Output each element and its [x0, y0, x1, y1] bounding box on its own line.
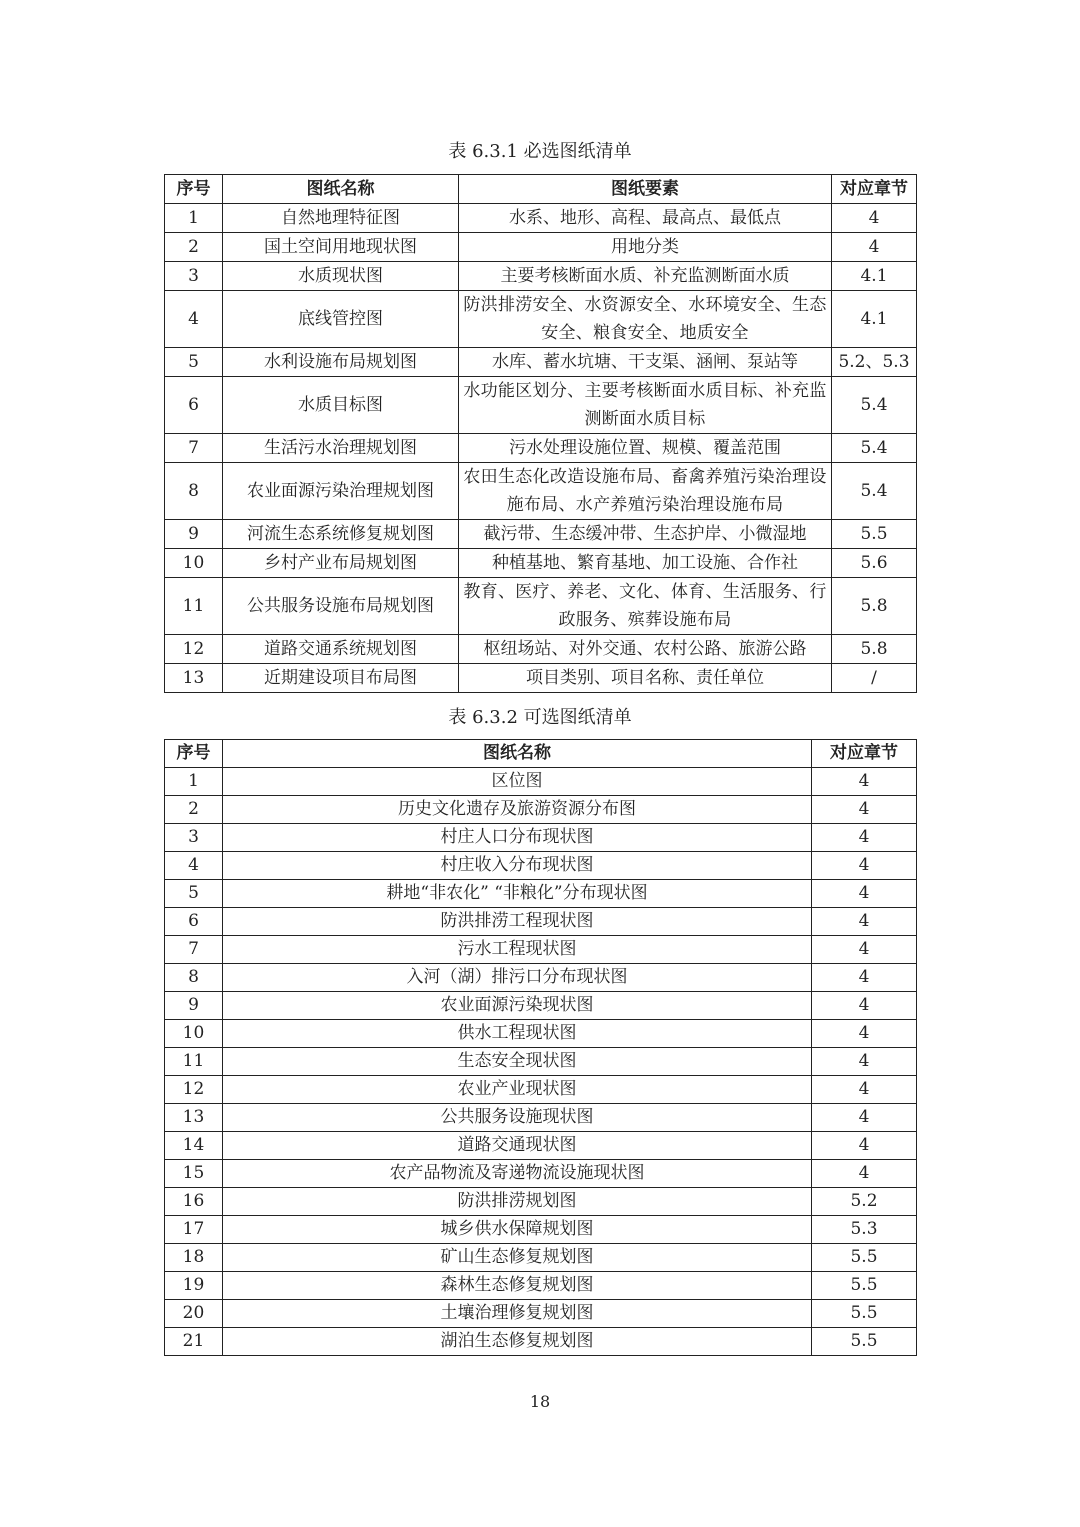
cell-index: 2	[165, 796, 223, 824]
cell-drawing-name: 水质目标图	[223, 377, 459, 434]
cell-drawing-elements: 水库、蓄水坑塘、干支渠、涵闸、泵站等	[459, 348, 832, 377]
cell-chapter: 5.5	[832, 520, 917, 549]
col-header-drawing-elements: 图纸要素	[459, 175, 832, 204]
table-row	[165, 936, 917, 964]
table-row	[165, 908, 917, 936]
table2-caption: 表 6.3.2 可选图纸清单	[448, 707, 632, 728]
cell-drawing-name: 公共服务设施布局规划图	[223, 578, 459, 635]
cell-drawing-elements: 污水处理设施位置、规模、覆盖范围	[459, 434, 832, 463]
cell-chapter: 4	[812, 768, 917, 796]
cell-drawing-name: 生态安全现状图	[223, 1048, 812, 1076]
cell-index: 19	[165, 1272, 223, 1300]
cell-chapter: 5.8	[832, 578, 917, 635]
table-row	[165, 1188, 917, 1216]
table-row	[165, 1076, 917, 1104]
cell-drawing-name: 自然地理特征图	[223, 204, 459, 233]
table-row	[165, 291, 917, 348]
cell-drawing-name: 供水工程现状图	[223, 1020, 812, 1048]
cell-index: 6	[165, 908, 223, 936]
cell-drawing-name: 农业面源污染治理规划图	[223, 463, 459, 520]
cell-drawing-elements: 主要考核断面水质、补充监测断面水质	[459, 262, 832, 291]
cell-index: 9	[165, 520, 223, 549]
table-row	[165, 1300, 917, 1328]
cell-chapter: 5.5	[812, 1244, 917, 1272]
cell-index: 13	[165, 1104, 223, 1132]
cell-drawing-elements: 截污带、生态缓冲带、生态护岸、小微湿地	[459, 520, 832, 549]
table-row	[165, 1048, 917, 1076]
cell-chapter: 4	[812, 992, 917, 1020]
cell-chapter: 4	[812, 824, 917, 852]
cell-drawing-elements: 水系、地形、高程、最高点、最低点	[459, 204, 832, 233]
table-row	[165, 664, 917, 693]
cell-drawing-name: 道路交通系统规划图	[223, 635, 459, 664]
table-row	[165, 824, 917, 852]
col-header-index: 序号	[165, 740, 223, 768]
cell-index: 3	[165, 262, 223, 291]
col-header-chapter: 对应章节	[812, 740, 917, 768]
cell-index: 2	[165, 233, 223, 262]
cell-drawing-name: 村庄人口分布现状图	[223, 824, 812, 852]
cell-chapter: 5.6	[832, 549, 917, 578]
cell-drawing-elements: 用地分类	[459, 233, 832, 262]
cell-drawing-elements: 教育、医疗、养老、文化、体育、生活服务、行政服务、殡葬设施布局	[459, 578, 832, 635]
cell-chapter: 4	[832, 233, 917, 262]
cell-drawing-name: 农业产业现状图	[223, 1076, 812, 1104]
cell-index: 13	[165, 664, 223, 693]
cell-index: 4	[165, 852, 223, 880]
table-header-row	[165, 740, 917, 768]
table-row	[165, 852, 917, 880]
col-header-index: 序号	[165, 175, 223, 204]
cell-chapter: 4	[812, 908, 917, 936]
table-row	[165, 204, 917, 233]
table-row	[165, 1020, 917, 1048]
cell-chapter: 5.4	[832, 463, 917, 520]
table-row	[165, 520, 917, 549]
cell-drawing-elements: 农田生态化改造设施布局、畜禽养殖污染治理设施布局、水产养殖污染治理设施布局	[459, 463, 832, 520]
cell-drawing-name: 城乡供水保障规划图	[223, 1216, 812, 1244]
cell-drawing-name: 国土空间用地现状图	[223, 233, 459, 262]
cell-index: 20	[165, 1300, 223, 1328]
col-header-drawing-name: 图纸名称	[223, 740, 812, 768]
cell-drawing-name: 入河（湖）排污口分布现状图	[223, 964, 812, 992]
cell-index: 7	[165, 434, 223, 463]
cell-index: 11	[165, 1048, 223, 1076]
table-row	[165, 1132, 917, 1160]
table-row	[165, 880, 917, 908]
required-drawings-table	[164, 174, 917, 693]
cell-drawing-name: 防洪排涝规划图	[223, 1188, 812, 1216]
cell-drawing-elements: 枢纽场站、对外交通、农村公路、旅游公路	[459, 635, 832, 664]
cell-drawing-name: 乡村产业布局规划图	[223, 549, 459, 578]
cell-index: 1	[165, 204, 223, 233]
cell-drawing-elements: 种植基地、繁育基地、加工设施、合作社	[459, 549, 832, 578]
cell-drawing-name: 湖泊生态修复规划图	[223, 1328, 812, 1356]
cell-drawing-name: 耕地“非农化” “非粮化”分布现状图	[223, 880, 812, 908]
cell-chapter: 5.5	[812, 1300, 917, 1328]
cell-drawing-name: 村庄收入分布现状图	[223, 852, 812, 880]
table-row	[165, 1328, 917, 1356]
cell-index: 14	[165, 1132, 223, 1160]
cell-chapter: 4	[812, 1076, 917, 1104]
cell-chapter: 5.5	[812, 1272, 917, 1300]
table-row	[165, 1272, 917, 1300]
cell-index: 5	[165, 348, 223, 377]
cell-chapter: 4	[812, 852, 917, 880]
cell-drawing-name: 土壤治理修复规划图	[223, 1300, 812, 1328]
cell-index: 8	[165, 964, 223, 992]
cell-chapter: 4	[812, 1048, 917, 1076]
table-row	[165, 377, 917, 434]
cell-chapter: 4	[812, 796, 917, 824]
cell-chapter: 5.4	[832, 377, 917, 434]
cell-index: 21	[165, 1328, 223, 1356]
cell-drawing-name: 水利设施布局规划图	[223, 348, 459, 377]
cell-index: 1	[165, 768, 223, 796]
cell-drawing-elements: 防洪排涝安全、水资源安全、水环境安全、生态安全、粮食安全、地质安全	[459, 291, 832, 348]
cell-chapter: 4	[812, 1104, 917, 1132]
cell-chapter: 4.1	[832, 262, 917, 291]
cell-drawing-name: 污水工程现状图	[223, 936, 812, 964]
table-row	[165, 992, 917, 1020]
table-row	[165, 348, 917, 377]
cell-index: 10	[165, 549, 223, 578]
cell-drawing-name: 农业面源污染现状图	[223, 992, 812, 1020]
table-header-row	[165, 175, 917, 204]
table-row	[165, 434, 917, 463]
cell-chapter: 4	[812, 1020, 917, 1048]
table-row	[165, 796, 917, 824]
cell-chapter: 5.4	[832, 434, 917, 463]
cell-drawing-elements: 项目类别、项目名称、责任单位	[459, 664, 832, 693]
cell-chapter: 5.2	[812, 1188, 917, 1216]
cell-index: 6	[165, 377, 223, 434]
table-row	[165, 1104, 917, 1132]
cell-drawing-name: 区位图	[223, 768, 812, 796]
cell-chapter: 4	[812, 964, 917, 992]
cell-drawing-name: 河流生态系统修复规划图	[223, 520, 459, 549]
cell-chapter: 4	[812, 880, 917, 908]
cell-chapter: 4	[832, 204, 917, 233]
cell-drawing-name: 农产品物流及寄递物流设施现状图	[223, 1160, 812, 1188]
cell-drawing-name: 底线管控图	[223, 291, 459, 348]
table-row	[165, 262, 917, 291]
cell-chapter: 4	[812, 1132, 917, 1160]
col-header-chapter: 对应章节	[832, 175, 917, 204]
table-row	[165, 964, 917, 992]
table1-caption: 表 6.3.1 必选图纸清单	[448, 141, 632, 162]
cell-index: 7	[165, 936, 223, 964]
table-row	[165, 1160, 917, 1188]
table-row	[165, 635, 917, 664]
cell-index: 5	[165, 880, 223, 908]
cell-drawing-name: 公共服务设施现状图	[223, 1104, 812, 1132]
cell-drawing-name: 道路交通现状图	[223, 1132, 812, 1160]
cell-index: 11	[165, 578, 223, 635]
cell-index: 9	[165, 992, 223, 1020]
cell-chapter: 5.5	[812, 1328, 917, 1356]
cell-chapter: /	[832, 664, 917, 693]
cell-drawing-elements: 水功能区划分、主要考核断面水质目标、补充监测断面水质目标	[459, 377, 832, 434]
table-row	[165, 233, 917, 262]
cell-chapter: 4.1	[832, 291, 917, 348]
cell-drawing-name: 水质现状图	[223, 262, 459, 291]
cell-index: 16	[165, 1188, 223, 1216]
cell-drawing-name: 防洪排涝工程现状图	[223, 908, 812, 936]
cell-chapter: 4	[812, 1160, 917, 1188]
page-number: 18	[529, 1392, 551, 1411]
table-row	[165, 463, 917, 520]
cell-index: 3	[165, 824, 223, 852]
cell-index: 4	[165, 291, 223, 348]
cell-index: 12	[165, 1076, 223, 1104]
cell-chapter: 5.2、5.3	[832, 348, 917, 377]
table-row	[165, 768, 917, 796]
cell-drawing-name: 历史文化遗存及旅游资源分布图	[223, 796, 812, 824]
cell-drawing-name: 生活污水治理规划图	[223, 434, 459, 463]
table-row	[165, 549, 917, 578]
cell-chapter: 4	[812, 936, 917, 964]
cell-index: 15	[165, 1160, 223, 1188]
cell-index: 10	[165, 1020, 223, 1048]
col-header-drawing-name: 图纸名称	[223, 175, 459, 204]
cell-index: 17	[165, 1216, 223, 1244]
cell-drawing-name: 近期建设项目布局图	[223, 664, 459, 693]
optional-drawings-table	[164, 739, 917, 1356]
cell-index: 8	[165, 463, 223, 520]
cell-index: 12	[165, 635, 223, 664]
table-row	[165, 1216, 917, 1244]
cell-drawing-name: 森林生态修复规划图	[223, 1272, 812, 1300]
table-row	[165, 1244, 917, 1272]
table-row	[165, 578, 917, 635]
cell-chapter: 5.3	[812, 1216, 917, 1244]
cell-index: 18	[165, 1244, 223, 1272]
cell-chapter: 5.8	[832, 635, 917, 664]
cell-drawing-name: 矿山生态修复规划图	[223, 1244, 812, 1272]
